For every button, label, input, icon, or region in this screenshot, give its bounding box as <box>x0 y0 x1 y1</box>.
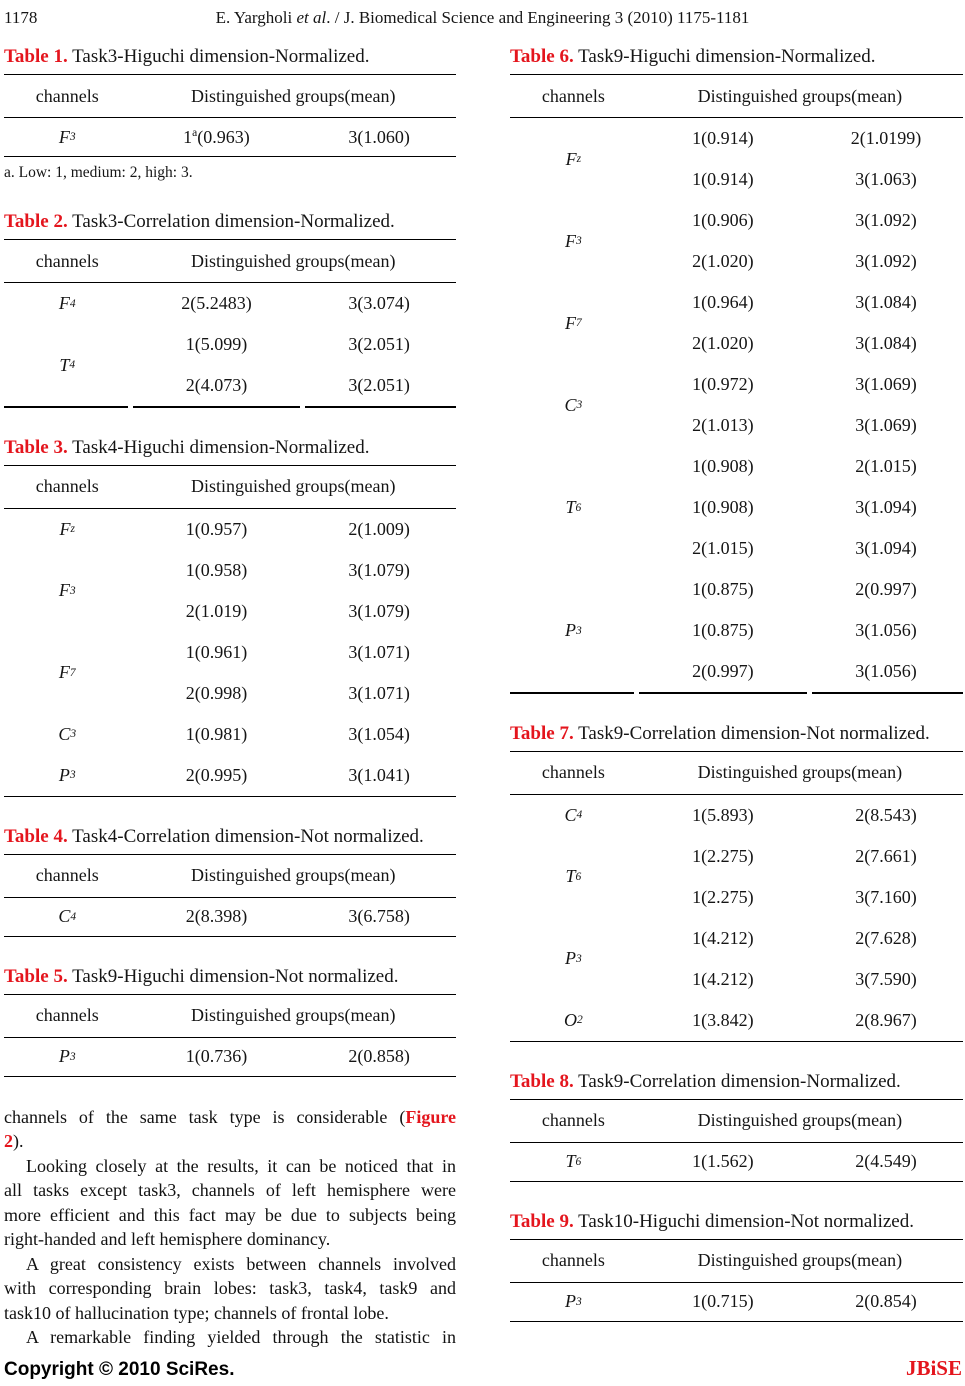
table-row <box>637 446 963 487</box>
table-caption <box>4 965 456 989</box>
channel-group <box>4 324 456 406</box>
table-body <box>4 509 456 796</box>
cell-group1: 2(1.020) <box>692 333 754 353</box>
cell-group2: 3(1.060) <box>348 126 410 147</box>
channel-group <box>510 1143 963 1181</box>
channel-label: F z <box>59 518 76 539</box>
channel-label: T 6 <box>565 866 582 886</box>
table-body <box>510 1143 963 1181</box>
table-label: Table 6. <box>510 46 574 67</box>
table-body <box>510 1283 963 1321</box>
table-title: Task10-Higuchi dimension-Not normalized. <box>578 1210 914 1232</box>
running-title-pre: E. Yargholi <box>215 8 297 27</box>
table-title: Task3-Higuchi dimension-Normalized. <box>72 46 370 67</box>
table-6 <box>510 45 963 694</box>
cell-group2: 3(6.758) <box>348 906 410 926</box>
channel-group <box>510 569 963 692</box>
cell-group2: 3(1.054) <box>348 723 410 744</box>
table-row <box>131 591 456 632</box>
body-line <box>4 1276 456 1301</box>
channel-label: C 3 <box>58 723 77 744</box>
table-row <box>637 487 963 528</box>
cell-group2: 3(1.079) <box>348 600 410 621</box>
cell-group2: 2(4.549) <box>855 1151 917 1171</box>
table-row <box>637 836 963 877</box>
table-header-row <box>510 75 963 118</box>
cell-group1: 1(1.562) <box>692 1151 754 1171</box>
table-row <box>637 241 963 282</box>
cell-group2: 3(1.084) <box>855 333 917 353</box>
channel-group <box>510 446 963 569</box>
cell-group1: 2(8.398) <box>185 906 248 926</box>
body-text-segment: ). <box>13 1131 24 1151</box>
running-title-post: . / J. Biomedical Science and Engineering 3 (2010) 1175-1181 <box>326 8 750 27</box>
table-body <box>4 1038 456 1076</box>
data-table <box>4 74 456 157</box>
table-row <box>131 550 456 591</box>
rule-segment <box>639 692 807 694</box>
table-label: Table 1. <box>4 46 68 67</box>
table-caption <box>4 45 456 69</box>
cell-group2: 2(7.628) <box>855 927 917 948</box>
channel-label: F 7 <box>58 662 76 682</box>
table-label: Table 5. <box>4 965 68 987</box>
channel-label: O 2 <box>564 1009 583 1030</box>
body-line <box>4 1325 456 1350</box>
running-title <box>0 8 965 28</box>
channel-label: T 6 <box>565 497 582 517</box>
cell-group1: 1(0.961) <box>185 641 248 662</box>
channel-group <box>4 118 456 156</box>
cell-group1: 1(0.981) <box>185 723 248 744</box>
page-footer <box>4 1356 962 1381</box>
group-rows <box>131 714 456 755</box>
data-table <box>4 465 456 797</box>
group-rows <box>131 550 456 632</box>
channel-group <box>4 714 456 755</box>
cell-group1: 2(4.073) <box>185 375 248 395</box>
column-header-channels: channels <box>541 1110 605 1130</box>
group-rows <box>637 1143 963 1181</box>
table-header-row <box>510 752 963 795</box>
body-line <box>4 1252 456 1277</box>
channel-label: F 7 <box>565 312 582 333</box>
cell-group1: 2(0.998) <box>185 682 248 703</box>
channel-label: F 4 <box>58 293 76 313</box>
table-7 <box>510 722 963 1042</box>
cell-group1: 1(0.914) <box>692 128 754 148</box>
running-title-etal: et al <box>296 8 327 27</box>
journal-logo: JBiSE <box>905 1356 962 1380</box>
group-rows <box>131 1038 456 1076</box>
cell-group2: 3(1.092) <box>855 251 917 271</box>
channel-label: F 3 <box>565 230 582 251</box>
group-rows <box>637 1000 963 1041</box>
table-label: Table 4. <box>4 825 68 847</box>
group-rows <box>131 898 456 936</box>
group-rows <box>637 200 963 282</box>
channel-label: C 3 <box>564 394 583 415</box>
column-header-channels: channels <box>541 762 605 782</box>
cell-group1: 1(0.958) <box>185 559 248 580</box>
table-row <box>131 509 456 550</box>
channel-group <box>4 550 456 632</box>
body-line <box>4 1301 456 1326</box>
body-text-segment: A great consistency exists between channels involved <box>26 1253 456 1274</box>
table-row <box>131 1038 456 1076</box>
cell-group2: 3(1.092) <box>855 210 917 230</box>
table-label: Table 8. <box>510 1070 574 1092</box>
cell-group1: 1(2.275) <box>692 886 754 907</box>
table-header-row <box>4 466 456 509</box>
group-rows <box>637 118 963 200</box>
cell-group1: 1(2.275) <box>692 845 754 866</box>
table-row <box>131 365 456 406</box>
group-rows <box>637 364 963 446</box>
channel-label: T 6 <box>565 1151 582 1171</box>
channel-label: T 4 <box>59 354 76 375</box>
cell-group1: 1(0.875) <box>692 620 754 640</box>
cell-group1: 1(0.914) <box>692 169 754 189</box>
cell-group2: 3(1.056) <box>855 661 917 681</box>
cell-group1: 1$^a$(0.963) <box>183 126 250 147</box>
cell-group1: 1(0.715) <box>692 1291 754 1311</box>
rule-segment <box>305 406 456 408</box>
cell-group2: 2(8.543) <box>855 804 917 825</box>
body-text-segment: more efficient and this fact may be due to subjects being <box>4 1204 456 1225</box>
group-rows <box>131 324 456 406</box>
cell-group2: 3(2.051) <box>348 375 410 395</box>
cell-group2: 2(0.997) <box>855 579 917 599</box>
data-table <box>4 239 456 408</box>
group-rows <box>637 569 963 692</box>
table-row <box>637 200 963 241</box>
cell-group2: 3(1.084) <box>855 292 917 312</box>
table-row <box>637 918 963 959</box>
table-row <box>131 714 456 755</box>
table-row <box>131 324 456 365</box>
table-title: Task9-Higuchi dimension-Normalized. <box>578 46 876 67</box>
cell-group2: 2(0.854) <box>855 1291 917 1311</box>
body-line <box>4 1227 456 1252</box>
table-4 <box>4 825 456 937</box>
cell-group2: 3(7.160) <box>855 886 917 907</box>
table-9 <box>510 1210 963 1322</box>
rule-segment <box>510 692 634 694</box>
table-caption <box>4 825 456 849</box>
cell-group2: 3(7.590) <box>855 968 917 989</box>
table-header-row <box>510 1100 963 1143</box>
segmented-bottom-rule <box>4 406 456 408</box>
data-table <box>510 1239 963 1322</box>
cell-group2: 2(1.009) <box>348 518 410 539</box>
figure-2-link[interactable]: Figure <box>405 1106 456 1127</box>
cell-group2: 3(2.051) <box>348 334 410 354</box>
cell-group2: 3(3.074) <box>348 293 410 313</box>
table-row <box>637 1000 963 1041</box>
table-row <box>637 1283 963 1321</box>
table-row <box>637 610 963 651</box>
cell-group1: 1(0.908) <box>692 497 754 517</box>
cell-group1: 2(5.2483) <box>181 293 252 313</box>
cell-group2: 3(1.094) <box>855 497 917 517</box>
table-row <box>637 405 963 446</box>
cell-group1: 1(0.972) <box>692 374 754 394</box>
channel-group <box>510 1283 963 1321</box>
group-rows <box>637 836 963 918</box>
data-table <box>510 1099 963 1182</box>
channel-label: P 3 <box>565 1291 582 1311</box>
table-body <box>510 795 963 1041</box>
cell-group2: 2(7.661) <box>855 845 917 866</box>
table-5 <box>4 965 456 1077</box>
cell-group2: 2(0.858) <box>348 1046 410 1066</box>
body-line <box>4 1105 456 1130</box>
column-header-channels: channels <box>35 865 99 885</box>
channel-group <box>4 632 456 714</box>
column-header-groups: Distinguished groups(mean) <box>697 1110 903 1130</box>
column-header-channels: channels <box>35 476 99 496</box>
channel-group <box>510 200 963 282</box>
channel-group <box>4 283 456 324</box>
table-3 <box>4 436 456 797</box>
left-column <box>4 45 456 1350</box>
cell-group1: 1(0.736) <box>185 1046 248 1066</box>
cell-group2: 3(1.071) <box>348 641 410 662</box>
table-title: Task4-Higuchi dimension-Normalized. <box>72 436 370 458</box>
table-body <box>4 118 456 156</box>
channel-label: C 4 <box>564 804 583 825</box>
column-header-groups: Distinguished groups(mean) <box>191 85 396 106</box>
body-text-segment: A remarkable finding yielded through the statistic in <box>26 1327 456 1347</box>
channel-label: F z <box>565 148 582 169</box>
column-header-channels: channels <box>35 85 99 106</box>
table-row <box>637 282 963 323</box>
page-number: 1178 <box>4 8 38 27</box>
group-rows <box>637 795 963 836</box>
cell-group1: 1(3.842) <box>692 1009 754 1030</box>
channel-group <box>4 1038 456 1076</box>
table-row <box>637 651 963 692</box>
cell-group2: 3(1.056) <box>855 620 917 640</box>
segmented-bottom-rule <box>510 692 963 694</box>
cell-group1: 1(5.099) <box>185 334 248 354</box>
group-rows <box>637 446 963 569</box>
body-line <box>4 1203 456 1228</box>
body-text-segment: Looking closely at the results, it can be noticed that in <box>26 1155 456 1176</box>
cell-group1: 1(0.908) <box>692 456 754 476</box>
group-rows <box>637 918 963 1000</box>
cell-group2: 3(1.069) <box>855 374 917 394</box>
channel-group <box>510 1000 963 1041</box>
column-header-groups: Distinguished groups(mean) <box>191 1005 396 1025</box>
page-header <box>0 8 965 32</box>
cell-group1: 1(0.964) <box>692 292 754 312</box>
data-table <box>510 74 963 694</box>
table-label: Table 2. <box>4 211 68 232</box>
rule-segment <box>133 406 301 408</box>
cell-group2: 3(1.079) <box>348 559 410 580</box>
table-label: Table 7. <box>510 722 574 744</box>
channel-group <box>510 836 963 918</box>
body-text-segment: all tasks except task3, channels of left hemisphere were <box>4 1180 456 1200</box>
channel-label: C 4 <box>58 906 77 926</box>
cell-group1: 1(5.893) <box>692 804 754 825</box>
table-header-row <box>510 1240 963 1283</box>
channel-group <box>510 795 963 836</box>
data-table <box>4 854 456 937</box>
rule-segment <box>812 692 963 694</box>
body-text <box>4 1105 456 1350</box>
table-row <box>637 323 963 364</box>
channel-label: P 3 <box>565 948 582 968</box>
table-label: Table 9. <box>510 1210 574 1232</box>
table-caption <box>510 1210 963 1234</box>
body-line <box>4 1154 456 1179</box>
column-header-groups: Distinguished groups(mean) <box>191 865 396 885</box>
body-text-segment: channels of the same task type is considerable ( <box>4 1106 406 1127</box>
rule-segment <box>4 406 128 408</box>
group-rows <box>131 118 456 156</box>
group-rows <box>637 282 963 364</box>
cell-group1: 1(0.875) <box>692 579 754 599</box>
table-row <box>131 673 456 714</box>
cell-group2: 3(1.069) <box>855 415 917 435</box>
channel-label: P 3 <box>58 764 76 785</box>
table-header-row <box>4 995 456 1038</box>
table-title: Task3-Correlation dimension-Normalized. <box>72 211 395 232</box>
right-column <box>510 45 963 1322</box>
channel-label: P 3 <box>58 1046 76 1066</box>
table-row <box>131 283 456 324</box>
channel-group <box>4 755 456 796</box>
table-caption <box>4 210 456 234</box>
table-8 <box>510 1070 963 1182</box>
table-row <box>637 528 963 569</box>
body-line <box>4 1129 456 1154</box>
group-rows <box>131 283 456 324</box>
copyright-notice: Copyright © 2010 SciRes. <box>4 1359 235 1380</box>
table-row <box>637 118 963 159</box>
table-header-row <box>4 75 456 118</box>
table-header-row <box>4 855 456 898</box>
table-row <box>637 959 963 1000</box>
table-label: Table 3. <box>4 436 68 458</box>
column-header-groups: Distinguished groups(mean) <box>191 476 396 496</box>
table-title: Task9-Higuchi dimension-Not normalized. <box>72 965 399 987</box>
table-header-row <box>4 240 456 283</box>
figure-2-link[interactable]: 2 <box>4 1131 13 1151</box>
channel-label: P 3 <box>565 620 582 640</box>
column-header-channels: channels <box>35 250 99 271</box>
table-row <box>131 898 456 936</box>
channel-label: F 3 <box>58 126 76 147</box>
table-row <box>637 1143 963 1181</box>
superscript: a <box>192 126 198 139</box>
table-2 <box>4 210 456 408</box>
group-rows <box>131 755 456 796</box>
group-rows <box>131 632 456 714</box>
table-caption <box>510 45 963 69</box>
table-caption <box>510 1070 963 1094</box>
data-table <box>510 751 963 1042</box>
table-title: Task9-Correlation dimension-Normalized. <box>578 1070 901 1092</box>
table-row <box>131 755 456 796</box>
cell-group1: 2(1.015) <box>692 538 754 558</box>
cell-group1: 2(1.013) <box>692 415 754 435</box>
table-row <box>131 632 456 673</box>
cell-group1: 1(0.906) <box>692 210 754 230</box>
column-header-groups: Distinguished groups(mean) <box>191 250 396 271</box>
cell-group1: 2(1.020) <box>692 251 754 271</box>
table-caption <box>510 722 963 746</box>
column-header-channels: channels <box>541 85 605 106</box>
cell-group2: 2(1.0199) <box>850 128 922 148</box>
table-body <box>4 898 456 936</box>
column-header-channels: channels <box>541 1250 605 1270</box>
channel-group <box>510 364 963 446</box>
cell-group1: 2(1.019) <box>185 600 248 621</box>
cell-group2: 3(1.041) <box>348 764 410 785</box>
body-text-segment: with corresponding brain lobes: task3, task4, task9 and <box>4 1278 456 1298</box>
channel-group <box>510 918 963 1000</box>
cell-group2: 2(1.015) <box>855 456 917 476</box>
channel-group <box>510 118 963 200</box>
cell-group2: 3(1.094) <box>855 538 917 558</box>
table-1 <box>4 45 456 182</box>
cell-group1: 2(0.997) <box>692 661 754 681</box>
channel-label: F 3 <box>58 580 76 600</box>
channel-group <box>510 282 963 364</box>
table-footnote: a. Low: 1, medium: 2, high: 3. <box>4 164 193 181</box>
table-row <box>131 118 456 156</box>
channel-group <box>4 509 456 550</box>
body-text-segment: right-handed and left hemisphere dominancy. <box>4 1229 331 1249</box>
table-row <box>637 877 963 918</box>
table-body <box>4 283 456 406</box>
data-table <box>4 994 456 1077</box>
cell-group1: 1(4.212) <box>692 968 754 989</box>
cell-group2: 3(1.071) <box>348 682 410 703</box>
body-line <box>4 1178 456 1203</box>
group-rows <box>131 509 456 550</box>
cell-group1: 1(0.957) <box>185 518 248 539</box>
cell-group1: 2(0.995) <box>185 764 248 785</box>
group-rows <box>637 1283 963 1321</box>
column-header-channels: channels <box>35 1005 99 1025</box>
cell-group2: 3(1.063) <box>855 169 917 189</box>
table-row <box>637 364 963 405</box>
table-title: Task4-Correlation dimension-Not normalized. <box>72 825 424 847</box>
column-header-groups: Distinguished groups(mean) <box>697 762 903 782</box>
table-row <box>637 159 963 200</box>
table-title: Task9-Correlation dimension-Not normalized. <box>578 722 930 744</box>
table-row <box>637 569 963 610</box>
column-header-groups: Distinguished groups(mean) <box>697 1250 903 1270</box>
cell-group2: 2(8.967) <box>855 1009 917 1030</box>
column-header-groups: Distinguished groups(mean) <box>697 85 903 106</box>
channel-group <box>4 898 456 936</box>
cell-group1: 1(4.212) <box>692 927 754 948</box>
body-text-segment: task10 of hallucination type; channels of frontal lobe. <box>4 1302 389 1323</box>
table-body <box>510 118 963 692</box>
table-caption <box>4 436 456 460</box>
table-row <box>637 795 963 836</box>
